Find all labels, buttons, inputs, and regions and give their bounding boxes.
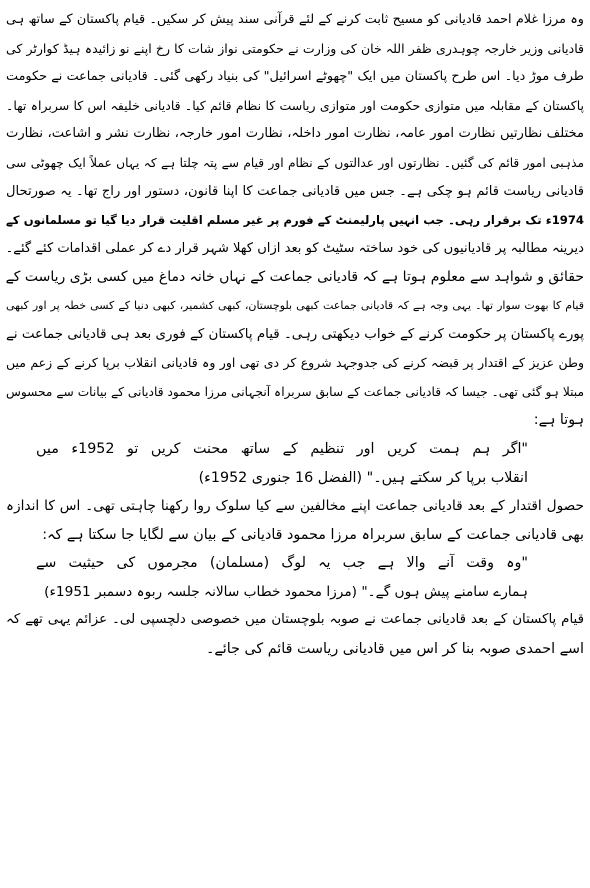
block-quote-2 — [6, 549, 584, 606]
text-line: وہ مرزا غلام احمد قادیانی کو مسیح ثابت کرنے کے لئے قرآنی سند پیش کر سکیں۔ قیام پاکستان کے ساتھ ہی — [6, 12, 584, 27]
paragraph-4 — [6, 606, 584, 663]
text-line: حقائق و شواہد سے معلوم ہوتا ہے کہ قادیانی جماعت کے نہاں خانہ دماغ میں کسی بڑی ریاست کے — [6, 269, 584, 286]
text-line: مبتلا ہو گئی تھی۔ جیسا کہ قادیانی جماعت کے سابق سربراہ آنجہانی مرزا محمود قادیانی کے بیانات سے محسوس — [6, 384, 584, 399]
quote-line: "وہ وقت آنے والا ہے جب یہ لوگ (مسلمان) مجرموں کی حیثیت سے — [36, 555, 528, 572]
text-line: ہوتا ہے: — [533, 412, 584, 429]
text-line: پورے پاکستان پر حکومت کرنے کے خواب دیکھتی رہی۔ قیام پاکستان کے فوری بعد ہی قادیانی جماعت نے — [6, 326, 584, 342]
paragraph-3 — [6, 492, 584, 549]
text-line: 1974ء تک برقرار رہی۔ جب انہیں پارلیمنٹ کے فورم پر غیر مسلم اقلیت قرار دیا گیا تو مسلمانوں کے — [6, 213, 584, 228]
text-line: اسے احمدی صوبہ بنا کر اس میں قادیانی ریاست قائم کی جائے۔ — [206, 641, 584, 658]
text-line: قیام کا بھوت سوار تھا۔ یہی وجہ ہے کہ قادیانی جماعت کبھی بلوچستان، کبھی کشمیر، کبھی دنیا کے کسی خطہ پر اور کبھی — [6, 298, 584, 312]
text-line: بھی قادیانی جماعت کے سابق سربراہ مرزا محمود قادیانی کے بیان سے لگایا جا سکتا ہے کہ: — [42, 526, 584, 543]
text-line: مذہبی امور قائم کی گئیں۔ نظارتوں اور عدالتوں کے نظام اور قیام سے پتہ چلتا ہے کہ یہاں عملاً ایک چھوٹی سی — [6, 155, 584, 170]
text-line: قادیانی ریاست قائم ہو چکی ہے۔ جس میں قادیانی جماعت کا اپنا قانون، دستور اور راج تھا۔ یہ صورتحال — [6, 183, 584, 199]
quote-line: انقلاب برپا کر سکتے ہیں۔" (الفضل 16 جنوری 1952ء) — [198, 469, 528, 486]
text-line: قادیانی وزیر خارجہ چوہدری ظفر اللہ خان کی وزارت نے حکومتی نواز شات کا رخ اپنے نو زائیدہ ہیڈ کوارٹر کی — [6, 40, 584, 56]
text-line: قیام پاکستان کے بعد قادیانی جماعت نے صوبہ بلوچستان میں خصوصی دلچسپی لی۔ عزائم یہی تھے کہ — [6, 612, 584, 628]
paragraph-1 — [6, 6, 584, 263]
text-line: دیرینہ مطالبہ پر قادیانیوں کی خود ساختہ سٹیٹ کو بعد ازاں کھلا شہر قرار دے کر عملی اقدامات کئے گئے۔ — [6, 240, 584, 256]
quote-line: "اگر ہم ہمت کریں اور تنظیم کے ساتھ محنت کریں تو 1952ء میں — [36, 440, 529, 457]
quote-line: ہمارے سامنے پیش ہوں گے۔" (مرزا محمود خطاب سالانہ جلسہ ربوہ دسمبر 1951ء) — [44, 583, 528, 600]
text-line: حصول اقتدار کے بعد قادیانی جماعت اپنے مخالفین سے کیا سلوک روا رکھنا چاہتی تھی۔ اس کا اندازہ — [6, 498, 584, 515]
text-line: مختلف نظارتیں نظارت امور عامہ، نظارت امور داخلہ، نظارت امور خارجہ، نظارت نشر و اشاعت، نظارت — [6, 126, 584, 142]
block-quote-1 — [6, 435, 584, 492]
text-line: وطن عزیز کے اقتدار پر قبضہ کرنے کی جدوجہد شروع کر دی تھی اور وہ قادیانی انقلاب برپا کرنے کے زعم میں — [6, 355, 584, 371]
paragraph-2 — [6, 263, 584, 435]
text-line: طرف موڑ دیا۔ اس طرح پاکستان میں ایک "چھوٹے اسرائیل" کی بنیاد رکھی گئی۔ قادیانی جماعت نے حکومت — [6, 69, 584, 85]
text-line: پاکستان کے مقابلہ میں متوازی حکومت اور متوازی ریاست کا نظام قائم کیا۔ قادیانی خلیفہ اس کا سربراہ تھا۔ — [6, 97, 584, 113]
